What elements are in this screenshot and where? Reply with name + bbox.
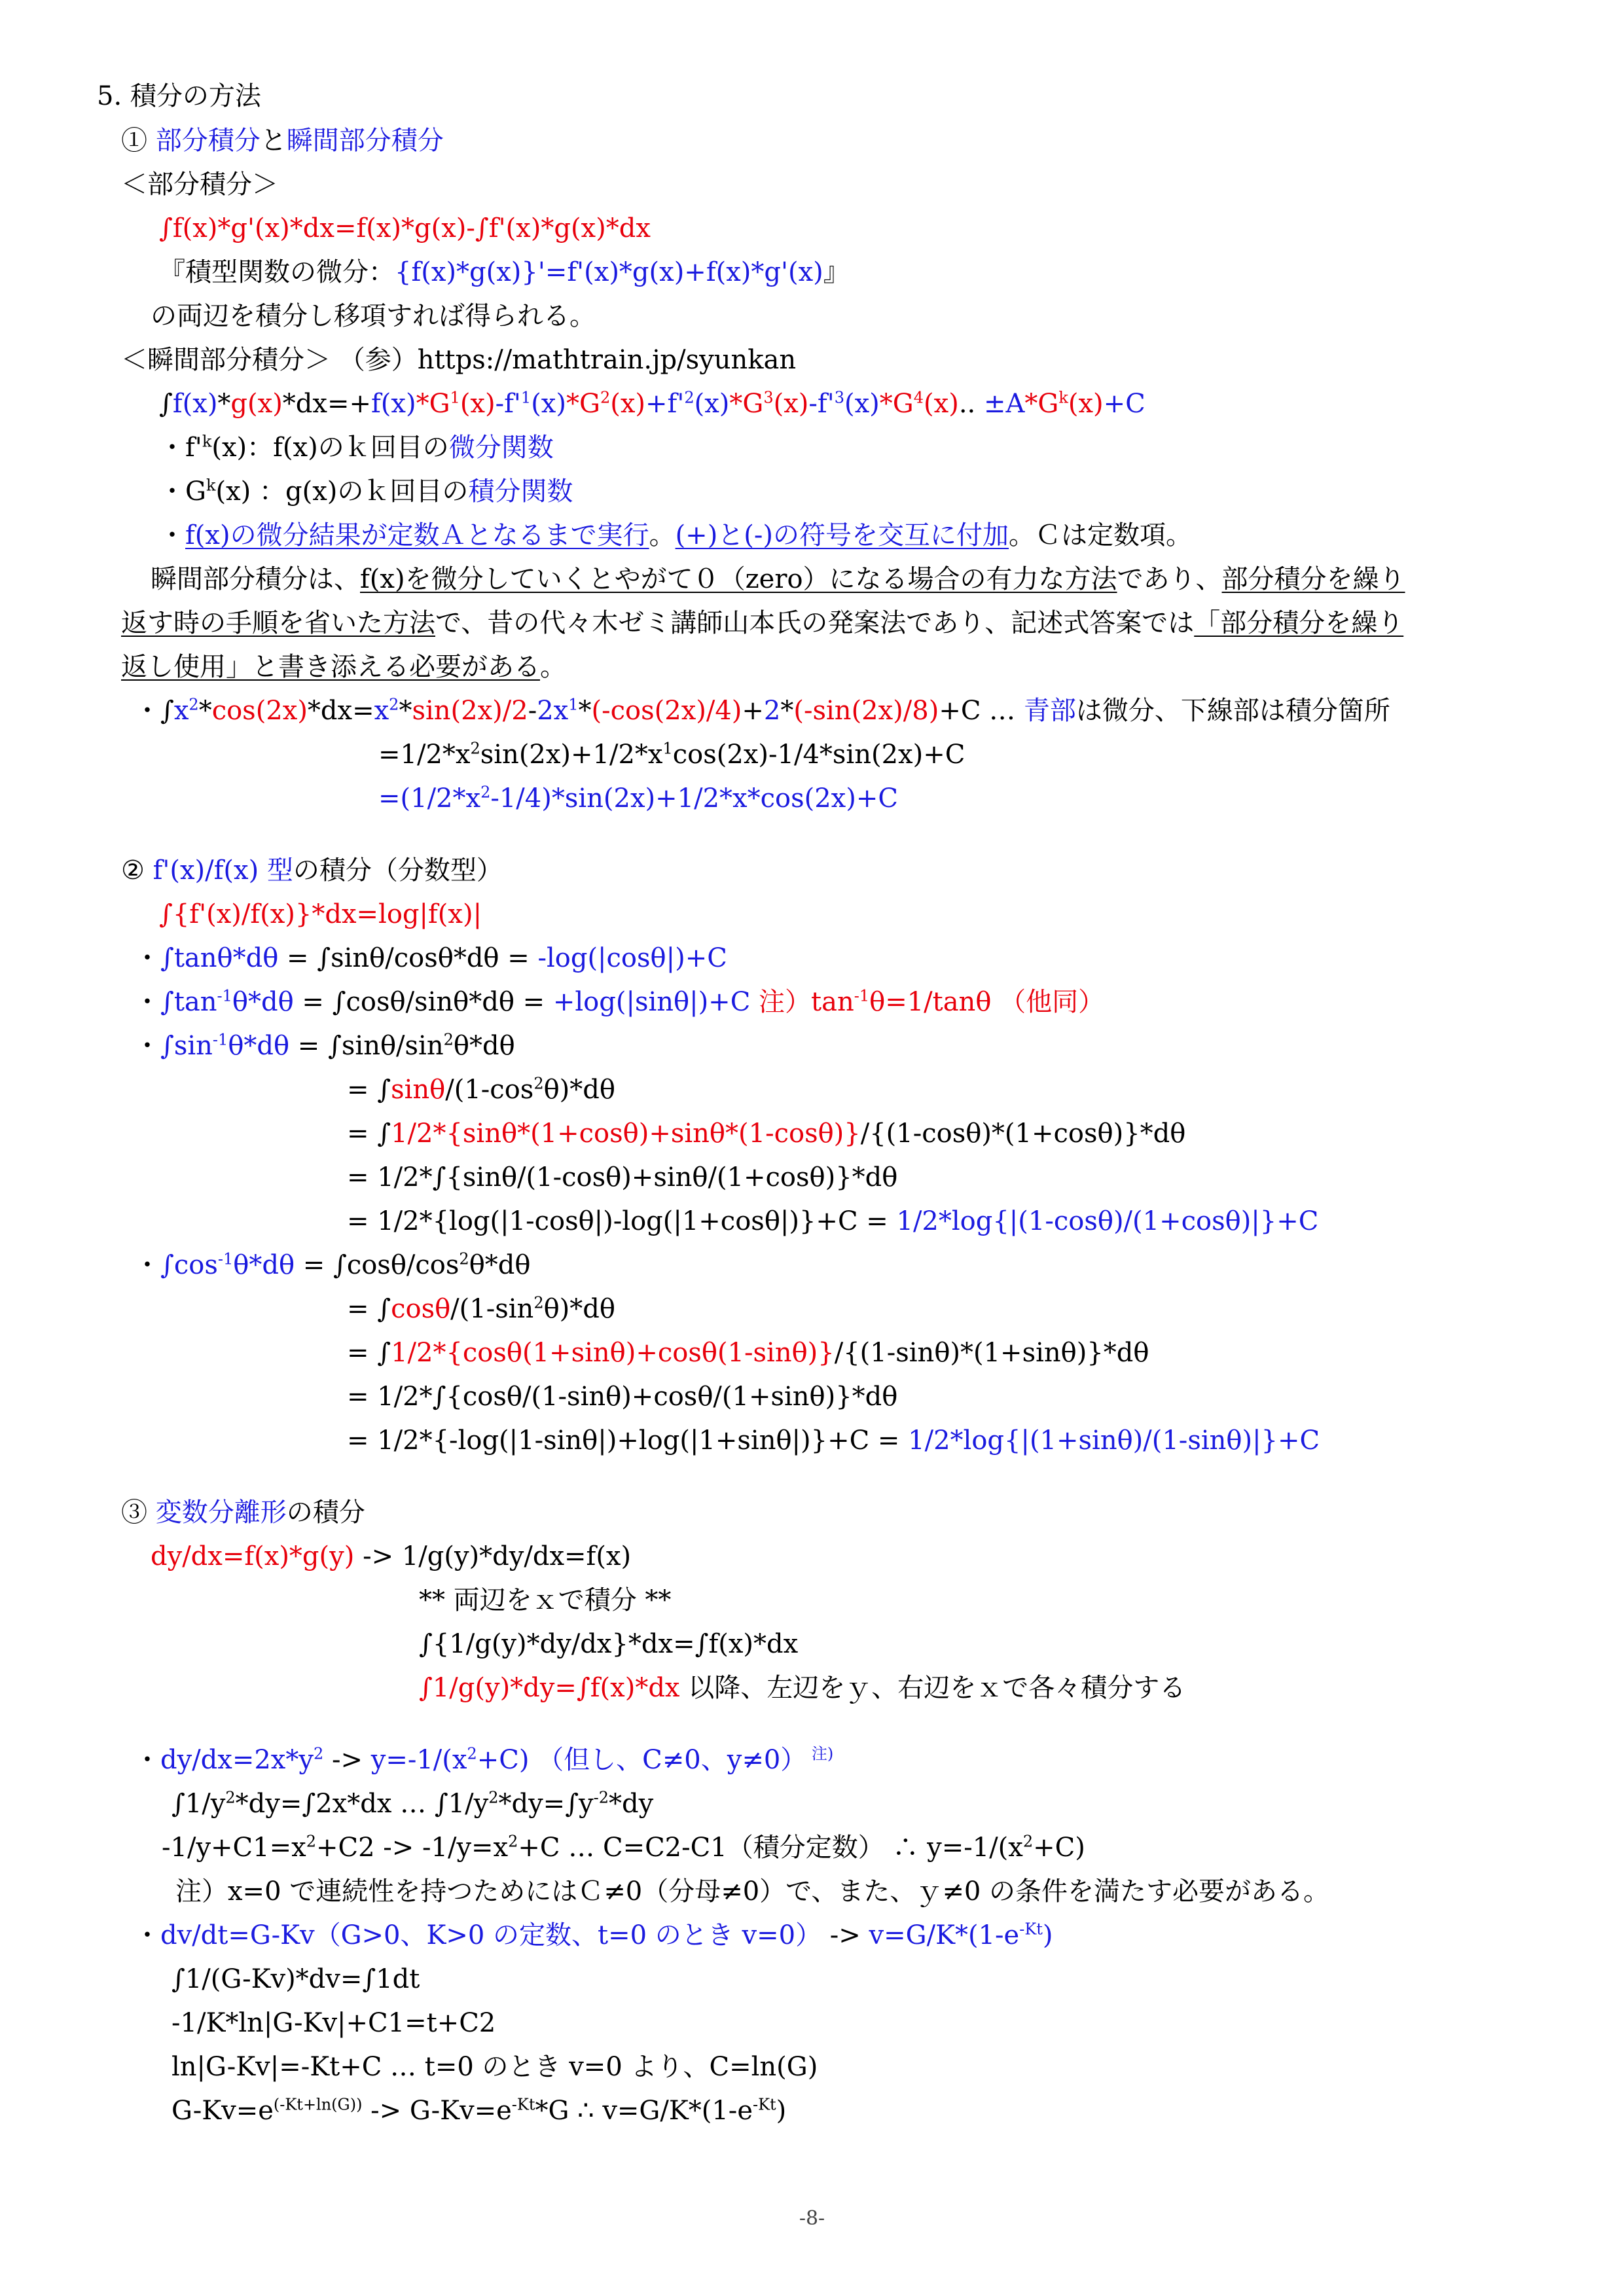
text-segment: cosθ <box>391 1294 451 1324</box>
text-segment: 2x <box>537 696 569 726</box>
text-segment: -2 <box>593 1788 609 1807</box>
text-segment: *G <box>729 389 764 419</box>
text-segment: cos(2x) <box>211 696 308 726</box>
text-segment: sin(2x)/2 <box>412 696 528 726</box>
text-segment: k <box>1058 388 1068 407</box>
text-segment: -1/4)*sin(2x)+1/2*x*cos(2x)+C <box>490 783 898 814</box>
text-line <box>159 430 554 465</box>
text-segment: -log(|cosθ|)+C <box>537 943 727 973</box>
text-segment: = ∫ <box>347 1119 391 1149</box>
text-segment: θ=1/tanθ （他同） <box>869 987 1105 1017</box>
text-segment: (x)：f(x)のｋ回目の <box>211 433 449 463</box>
text-segment: の積分 <box>286 1498 365 1528</box>
text-segment: k <box>206 476 216 495</box>
text-segment: *dy=∫2x*dx … ∫1/y <box>235 1789 489 1819</box>
text-line <box>134 693 1390 728</box>
text-segment: 1 <box>662 739 673 758</box>
text-segment: +C2 -> -1/y=x <box>316 1833 509 1863</box>
text-segment: の積分（分数型） <box>293 855 503 886</box>
text-segment: = 1/2*{-log(|1-sinθ|)+log(|1+sinθ|)}+C = <box>347 1426 909 1456</box>
text-segment: ③ <box>121 1498 156 1528</box>
text-segment: 2 <box>1022 1832 1034 1851</box>
text-segment: ② <box>121 855 153 886</box>
text-segment: θ*dθ <box>469 1250 531 1280</box>
text-segment: -Kt <box>752 2095 776 2114</box>
text-segment: 2 <box>313 1744 324 1763</box>
text-segment: +C … C=C2-C1（積分定数） ∴ y=-1/(x <box>518 1833 1023 1863</box>
text-segment: /(1-cos <box>445 1075 534 1105</box>
text-segment: *G <box>416 389 450 419</box>
text-segment: 部分積分 <box>155 126 261 156</box>
text-segment: 1 <box>568 695 579 714</box>
text-segment: 2 <box>684 388 695 407</box>
text-segment: と <box>260 126 287 156</box>
text-segment: (x) <box>694 389 730 419</box>
text-segment: 2 <box>763 696 781 726</box>
text-segment: +C) <box>1033 1833 1085 1863</box>
text-segment: 2 <box>488 1788 499 1807</box>
text-segment: θ*dθ <box>232 987 294 1017</box>
text-segment: 。Ｃは定数項。 <box>1009 520 1193 550</box>
text-segment: = ∫ <box>347 1075 391 1105</box>
text-segment: ) <box>1042 1920 1053 1950</box>
text-line <box>347 1116 1185 1151</box>
text-segment: = 1/2*{log(|1-cosθ|)-log(|1+cosθ|)}+C = <box>347 1206 897 1236</box>
text-segment: θ*dθ <box>453 1031 515 1061</box>
text-segment: 変数分離形 <box>155 1498 287 1528</box>
text-segment: 。 <box>649 520 676 550</box>
text-segment: の両辺を積分し移項すれば得られる。 <box>151 301 596 331</box>
text-line <box>121 649 566 685</box>
text-segment: +C … <box>939 696 1024 726</box>
text-line <box>121 853 503 888</box>
text-segment: ・ <box>134 987 160 1017</box>
text-segment: (x) <box>924 389 959 419</box>
text-segment: +C <box>1103 389 1146 419</box>
text-segment: -1 <box>217 986 232 1005</box>
text-segment: (x) <box>610 389 645 419</box>
text-segment: θ*dθ <box>228 1031 290 1061</box>
text-segment: ∫1/(G-Kv)*dv=∫1dt <box>171 1964 420 1994</box>
text-segment: (x) <box>531 389 566 419</box>
text-segment: 2 <box>443 1030 454 1049</box>
text-segment: 3 <box>834 388 845 407</box>
text-segment: ∫tan <box>160 987 217 1017</box>
text-segment: ∫1/g(y)*dy=∫f(x)*dx <box>419 1673 680 1703</box>
text-segment: 1/2*{sinθ*(1+cosθ)+sinθ*(1-cosθ)} <box>391 1119 861 1149</box>
text-segment: = ∫ <box>347 1294 391 1324</box>
text-segment: ・ <box>134 1920 160 1950</box>
text-segment: *dx= <box>307 696 374 726</box>
text-segment: =(1/2*x <box>378 783 481 814</box>
text-segment: 2 <box>480 783 491 802</box>
text-segment: = ∫sinθ/cosθ*dθ = <box>278 943 538 973</box>
text-segment: + <box>742 696 764 726</box>
text-segment: +f' <box>645 389 685 419</box>
text-line <box>151 562 1405 597</box>
text-segment: 2 <box>470 739 480 758</box>
text-line <box>171 1962 420 1997</box>
text-segment: -1/K*ln|G-Kv|+C1=t+C2 <box>171 2008 496 2038</box>
text-segment: -1 <box>217 1249 234 1268</box>
text-segment: ∫f(x)*g'(x)*dx=f(x)*g(x)-∫f'(x)*g(x)*dx <box>159 213 651 243</box>
text-segment: 2 <box>225 1788 236 1807</box>
text-segment: (x) ：g(x)のｋ回目の <box>215 476 469 507</box>
text-line <box>159 255 850 290</box>
text-segment: sin(2x)+1/2*x <box>480 740 663 770</box>
text-segment: 2 <box>533 1293 544 1312</box>
text-segment: =1/2*x <box>378 740 471 770</box>
text-segment: (x) <box>844 389 880 419</box>
text-segment: 2 <box>533 1074 544 1093</box>
text-segment: ) <box>776 2096 787 2126</box>
text-line <box>121 605 1403 641</box>
text-segment: θ*dθ <box>233 1250 295 1280</box>
text-segment: /{(1-cosθ)*(1+cosθ)}*dθ <box>860 1119 1186 1149</box>
text-segment: dy/dx=f(x)*g(y) <box>151 1541 355 1571</box>
text-line <box>347 1291 615 1327</box>
text-line <box>171 2005 496 2041</box>
text-segment: 注）tan <box>750 987 854 1017</box>
text-segment: 注) <box>806 1744 834 1763</box>
text-segment: 2 <box>306 1832 316 1851</box>
text-segment: 瞬間部分積分は、 <box>151 564 360 594</box>
text-segment: 『積型関数の微分： <box>159 257 395 287</box>
text-line <box>159 518 1192 553</box>
text-line <box>121 342 796 378</box>
text-segment: -> 1/g(y)*dy/dx=f(x) <box>354 1541 632 1571</box>
text-segment: 1/2*log{|(1-cosθ)/(1+cosθ)|}+C <box>896 1206 1319 1236</box>
text-segment: k <box>202 432 212 451</box>
text-segment: 5. 積分の方法 <box>97 81 261 111</box>
text-segment: * <box>780 696 794 726</box>
text-segment: = ∫sinθ/sin <box>289 1031 444 1061</box>
text-segment: ・f' <box>159 433 202 463</box>
text-segment: * <box>198 696 212 726</box>
text-segment: ∫sin <box>160 1031 213 1061</box>
text-segment: (x) <box>460 389 496 419</box>
text-segment: 微分関数 <box>448 433 554 463</box>
text-segment: 1 <box>520 388 532 407</box>
text-segment: で、昔の代々木ゼミ講師山本氏の発案法であり、記述式答案では <box>435 608 1195 638</box>
text-line <box>162 1830 1085 1865</box>
text-segment: = ∫ <box>347 1338 391 1368</box>
text-segment: ＜部分積分＞ <box>121 170 278 200</box>
text-segment: {f(x)*g(x)}'=f'(x)*g(x)+f(x)*g'(x) <box>395 257 823 287</box>
text-segment: ∫tanθ*dθ <box>160 943 279 973</box>
text-segment: (-cos(2x)/4) <box>591 696 742 726</box>
text-segment: f(x) <box>172 389 218 419</box>
text-segment: /{(1-sinθ)*(1+sinθ)}*dθ <box>834 1338 1149 1368</box>
text-segment: *dy=∫y <box>498 1789 594 1819</box>
text-line <box>134 984 1104 1020</box>
text-line <box>378 737 965 772</box>
text-segment: 以降、左辺をｙ、右辺をｘで各々積分する <box>679 1673 1186 1703</box>
text-line <box>134 1028 515 1064</box>
text-line <box>347 1072 615 1107</box>
text-segment: (x) <box>773 389 809 419</box>
text-segment: 部分積分を繰り <box>1221 564 1405 594</box>
text-line <box>134 1247 530 1283</box>
text-segment: 瞬間部分積分 <box>286 126 444 156</box>
text-line <box>121 1495 365 1530</box>
text-segment: ・G <box>159 476 206 507</box>
text-segment: * <box>217 389 231 419</box>
text-line <box>419 1626 798 1662</box>
text-segment: f'(x)/f(x) 型 <box>153 855 293 886</box>
text-segment: ・ <box>134 1250 160 1280</box>
text-line <box>378 781 898 816</box>
text-segment: f(x) <box>371 389 416 419</box>
text-segment: g(x) <box>230 389 283 419</box>
text-line <box>121 123 444 158</box>
text-segment: -f' <box>808 389 835 419</box>
text-segment: ・ <box>134 1745 160 1775</box>
text-line <box>151 1539 631 1574</box>
text-segment: = ∫cosθ/sinθ*dθ = <box>293 987 553 1017</box>
text-segment: (-sin(2x)/8) <box>793 696 939 726</box>
text-segment: 。 <box>540 652 566 682</box>
text-segment: (x) <box>1068 389 1104 419</box>
text-line <box>151 298 596 334</box>
text-line <box>419 1670 1185 1706</box>
text-segment: -Kt <box>1019 1920 1043 1939</box>
text-segment: cos(2x)-1/4*sin(2x)+C <box>672 740 965 770</box>
text-segment: 2 <box>459 1249 469 1268</box>
text-segment: -> <box>821 1920 869 1950</box>
text-line <box>419 1583 671 1618</box>
text-segment: ＜瞬間部分積分＞ （参）https://mathtrain.jp/syunkan <box>121 345 797 375</box>
text-segment: +log(|sinθ|)+C <box>552 987 751 1017</box>
text-segment: ∫1/y <box>171 1789 226 1819</box>
text-segment: θ)*dθ <box>543 1075 615 1105</box>
text-segment: 』 <box>823 257 850 287</box>
text-segment: -1 <box>854 986 870 1005</box>
text-line <box>121 167 278 202</box>
text-segment: = ∫cosθ/cos <box>295 1250 460 1280</box>
text-line <box>175 1874 1329 1909</box>
text-segment: 青部 <box>1023 696 1076 726</box>
text-line <box>159 897 482 932</box>
text-segment: +C) （但し、C≠0、y≠0） <box>477 1745 807 1775</box>
text-segment: -1/y+C1=x <box>162 1833 306 1863</box>
text-segment: = 1/2*∫{cosθ/(1-sinθ)+cosθ/(1+sinθ)}*dθ <box>347 1382 898 1412</box>
text-segment: ・∫ <box>134 696 174 726</box>
text-segment: は微分、下線部は積分箇所 <box>1075 696 1390 726</box>
text-segment: (+)と(-)の符号を交互に付加 <box>675 520 1009 550</box>
text-line <box>347 1204 1318 1239</box>
text-segment: -> <box>323 1745 371 1775</box>
text-segment: - <box>528 696 537 726</box>
text-line <box>171 2093 786 2128</box>
text-segment: * <box>578 696 592 726</box>
text-segment: *dx=+ <box>282 389 371 419</box>
text-line <box>171 1786 653 1821</box>
text-line <box>347 1160 897 1195</box>
text-segment: y=-1/(x <box>370 1745 467 1775</box>
text-segment: *G <box>879 389 914 419</box>
text-segment: v=G/K*(1-e <box>869 1920 1020 1950</box>
text-line <box>347 1379 897 1414</box>
text-segment: *G <box>566 389 600 419</box>
text-segment: 1/2*{cosθ(1+sinθ)+cosθ(1-sinθ)} <box>391 1338 835 1368</box>
text-line <box>159 211 651 246</box>
text-segment: /(1-sin <box>450 1294 534 1324</box>
text-segment: 返す時の手順を省いた方法 <box>121 608 435 638</box>
text-segment: x <box>374 696 389 726</box>
text-line <box>134 941 727 976</box>
text-line <box>97 79 261 114</box>
text-segment: 4 <box>913 388 924 407</box>
text-segment: ±A <box>983 389 1025 419</box>
text-segment: dy/dx=2x*y <box>160 1745 314 1775</box>
text-segment: 2 <box>508 1832 518 1851</box>
text-line <box>347 1335 1149 1371</box>
text-segment: 注）x=0 で連続性を持つためにはＣ≠0（分母≠0）で、また、ｙ≠0 の条件を満たす必要がある。 <box>175 1876 1330 1907</box>
text-segment: f(x)の微分結果が定数Ａとなるまで実行 <box>185 520 649 550</box>
text-segment: 「部分積分を繰り <box>1194 608 1404 638</box>
text-segment: G-Kv=e <box>171 2096 274 2126</box>
text-line <box>134 1918 1053 1953</box>
text-segment: ・ <box>134 943 160 973</box>
text-segment: 2 <box>389 695 399 714</box>
text-segment: ∫{f'(x)/f(x)}*dx=log|f(x)| <box>159 899 482 929</box>
text-segment: ① <box>121 126 156 156</box>
text-segment: ∫cos <box>160 1250 218 1280</box>
text-segment: -1 <box>212 1030 228 1049</box>
text-segment: ** 両辺をｘで積分 ** <box>419 1585 672 1615</box>
text-segment: -f' <box>495 389 521 419</box>
text-segment: f(x)を微分していくとやがて０（zero）になる場合の有力な方法 <box>360 564 1117 594</box>
text-line <box>171 2049 818 2085</box>
text-segment: ln|G-Kv|=-Kt+C … t=0 のとき v=0 より、C=ln(G) <box>171 2052 818 2082</box>
text-segment: 2 <box>467 1744 477 1763</box>
text-segment: sinθ <box>391 1075 446 1105</box>
text-segment: 積分関数 <box>468 476 573 507</box>
text-segment: θ)*dθ <box>543 1294 615 1324</box>
text-segment: -Kt <box>511 2095 535 2114</box>
text-segment: = 1/2*∫{sinθ/(1-cosθ)+sinθ/(1+cosθ)}*dθ <box>347 1162 898 1193</box>
text-segment: -> G-Kv=e <box>362 2096 512 2126</box>
text-segment: x <box>173 696 189 726</box>
text-segment: 2 <box>189 695 199 714</box>
page-number: -8- <box>799 2207 825 2230</box>
text-segment: 1/2*log{|(1+sinθ)/(1-sinθ)|}+C <box>908 1426 1320 1456</box>
text-segment: *G ∴ v=G/K*(1-e <box>535 2096 753 2126</box>
text-segment: 返し使用」と書き添える必要がある <box>121 652 540 682</box>
text-segment: 1 <box>450 388 460 407</box>
text-segment: 3 <box>763 388 774 407</box>
text-segment: ∫ <box>159 389 173 419</box>
text-segment: *dy <box>609 1789 654 1819</box>
text-segment: .. <box>958 389 984 419</box>
text-line <box>134 1742 833 1778</box>
text-segment: (-Kt+ln(G)) <box>273 2095 363 2114</box>
text-segment: ∫{1/g(y)*dy/dx}*dx=∫f(x)*dx <box>419 1629 799 1659</box>
text-segment: dv/dt=G-Kv（G>0、K>0 の定数、t=0 のとき v=0） <box>160 1920 822 1950</box>
text-segment: * <box>399 696 412 726</box>
text-segment: 2 <box>600 388 611 407</box>
text-line <box>347 1423 1320 1458</box>
text-segment: *G <box>1024 389 1059 419</box>
text-line <box>159 474 573 509</box>
text-segment: ・ <box>134 1031 160 1061</box>
text-segment: であり、 <box>1117 564 1222 594</box>
text-line <box>159 386 1146 422</box>
text-segment: ・ <box>159 520 185 550</box>
